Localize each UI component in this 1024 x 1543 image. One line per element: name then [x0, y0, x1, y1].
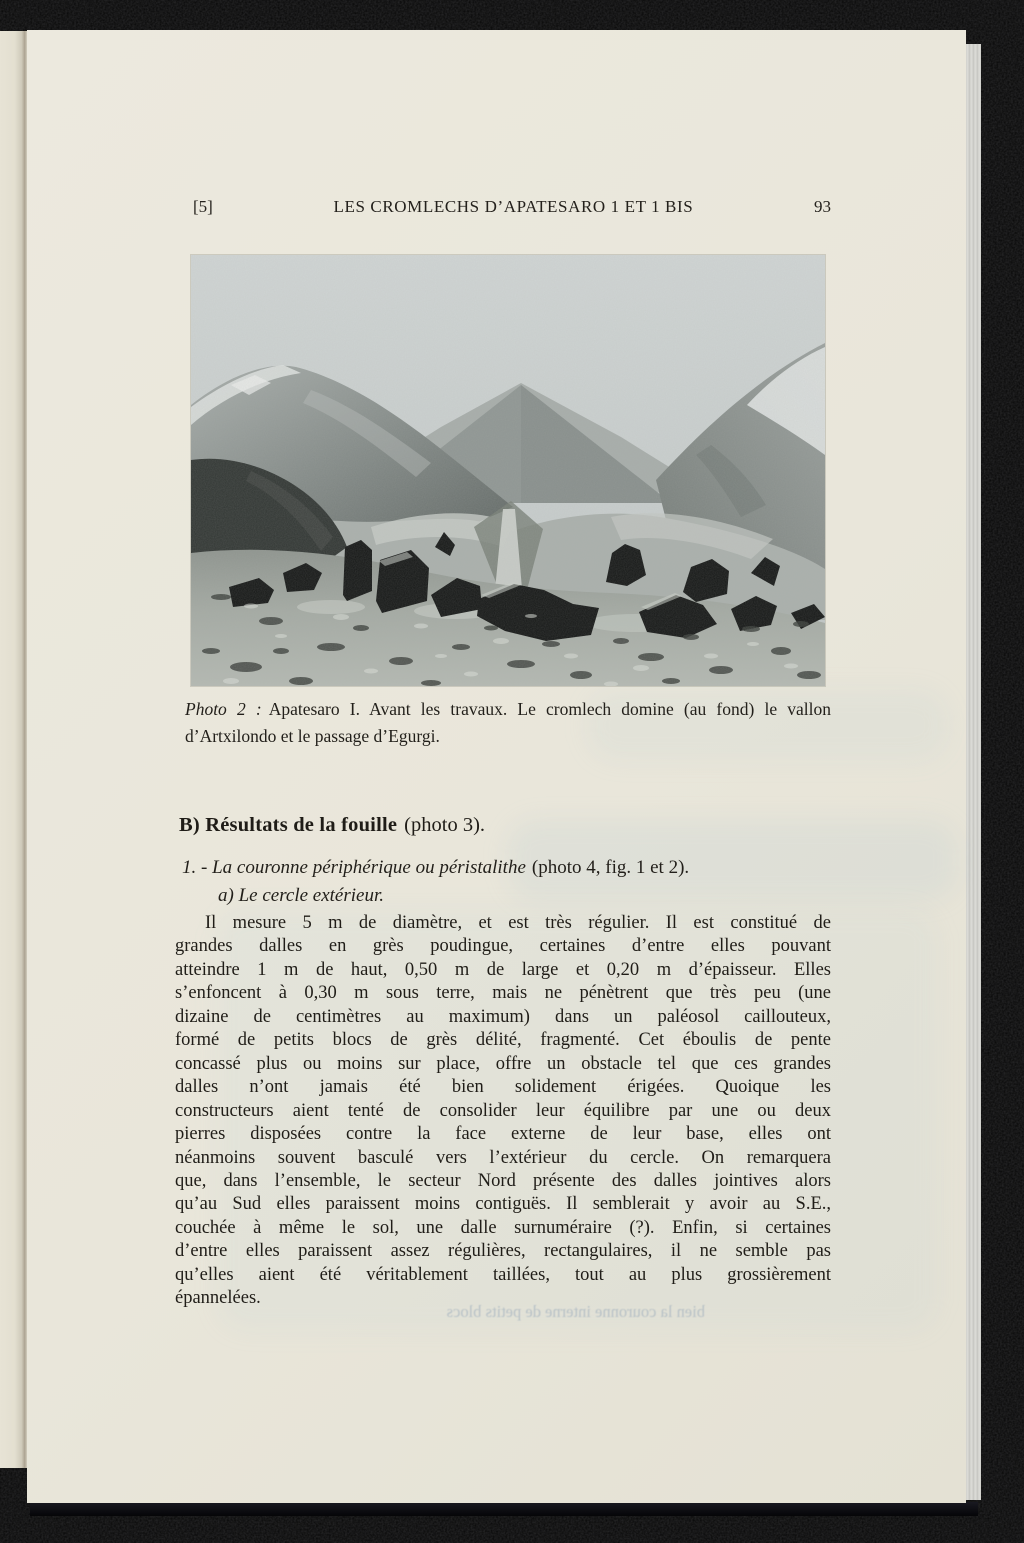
section-heading: [179, 814, 839, 837]
photo-caption-line1: Photo 2 : Apatesaro I. Avant les travaux. Le cromlech domine (au fond) le vallon: [185, 699, 831, 719]
body-line: formé de petits blocs de grès délité, fragmenté. Cet éboulis de pente: [175, 1030, 831, 1051]
body-line: que, dans l’ensemble, le secteur Nord présente des dalles jointives alors: [175, 1170, 831, 1191]
section-heading-bold: B) Résultats de la fouille: [179, 814, 398, 836]
body-line: épannelées.: [175, 1288, 261, 1309]
body-line: qu’au Sud elles paraissent moins contiguës. Il semblerait y avoir au S.E.,: [175, 1194, 831, 1215]
running-title: LES CROMLECHS D’APATESARO 1 ET 1 BIS: [333, 197, 694, 216]
section-heading-suffix: (photo 3).: [404, 814, 486, 836]
show-through-text: bien la couronne interne de petits blocs: [446, 1302, 705, 1321]
body-line: concassé plus ou moins sur place, offre un obstacle tel que ces grandes: [175, 1053, 831, 1074]
photo-image: [191, 255, 825, 686]
page-number: 93: [814, 197, 831, 216]
subsection-1: [182, 857, 842, 879]
photo-caption: [185, 696, 831, 749]
body-line: atteindre 1 m de haut, 0,50 m de large et 0,20 m d’épaisseur. Elles: [175, 959, 831, 980]
body-line: d’entre elles paraissent assez régulières, rectangulaires, il ne semble pas: [175, 1241, 831, 1262]
stacked-page-edges: [966, 44, 981, 1500]
body-line: Il mesure 5 m de diamètre, et est très régulier. Il est constitué de: [205, 913, 831, 933]
body-paragraph: [175, 912, 831, 1311]
body-line: dizaine de centimètres au maximum) dans un paléosol caillouteux,: [175, 1006, 831, 1027]
body-line: dalles n’ont jamais été bien solidement érigées. Quoique les: [175, 1077, 831, 1098]
facing-page-edge: [0, 31, 27, 1468]
book-page: [27, 30, 966, 1503]
page-bottom-shadow: [30, 1502, 978, 1516]
body-line: qu’elles aient été véritablement taillées, tout au plus grossièrement: [175, 1264, 831, 1285]
photo-caption-line2: d’Artxilondo et le passage d’Egurgi.: [185, 725, 440, 746]
body-line: néanmoins souvent basculé vers l’extérieur du cercle. On remarquera: [175, 1147, 831, 1168]
photo-caption-label: Photo 2 :: [185, 699, 262, 719]
subsection-1-suffix: (photo 4, fig. 1 et 2).: [531, 857, 690, 878]
subsection-1-italic: 1. - La couronne périphérique ou péristalithe: [182, 857, 526, 878]
body-line: s’enfoncent à 0,30 m sous terre, mais ne pénètrent que très peu (une: [175, 983, 831, 1004]
subsection-1a: a) Le cercle extérieur.: [218, 885, 384, 906]
body-line: couchée à même le sol, une dalle surnuméraire (?). Enfin, si certaines: [175, 1217, 831, 1238]
running-header: [193, 197, 831, 217]
body-line: grandes dalles en grès poudingue, certaines d’entre elles pouvant: [175, 936, 831, 957]
photo-2: [191, 255, 825, 686]
header-bracket-number: [5]: [193, 197, 213, 216]
body-line: pierres disposées contre la face externe de leur base, elles ont: [175, 1124, 831, 1145]
body-line: constructeurs aient tenté de consolider leur équilibre par une ou deux: [175, 1100, 831, 1121]
